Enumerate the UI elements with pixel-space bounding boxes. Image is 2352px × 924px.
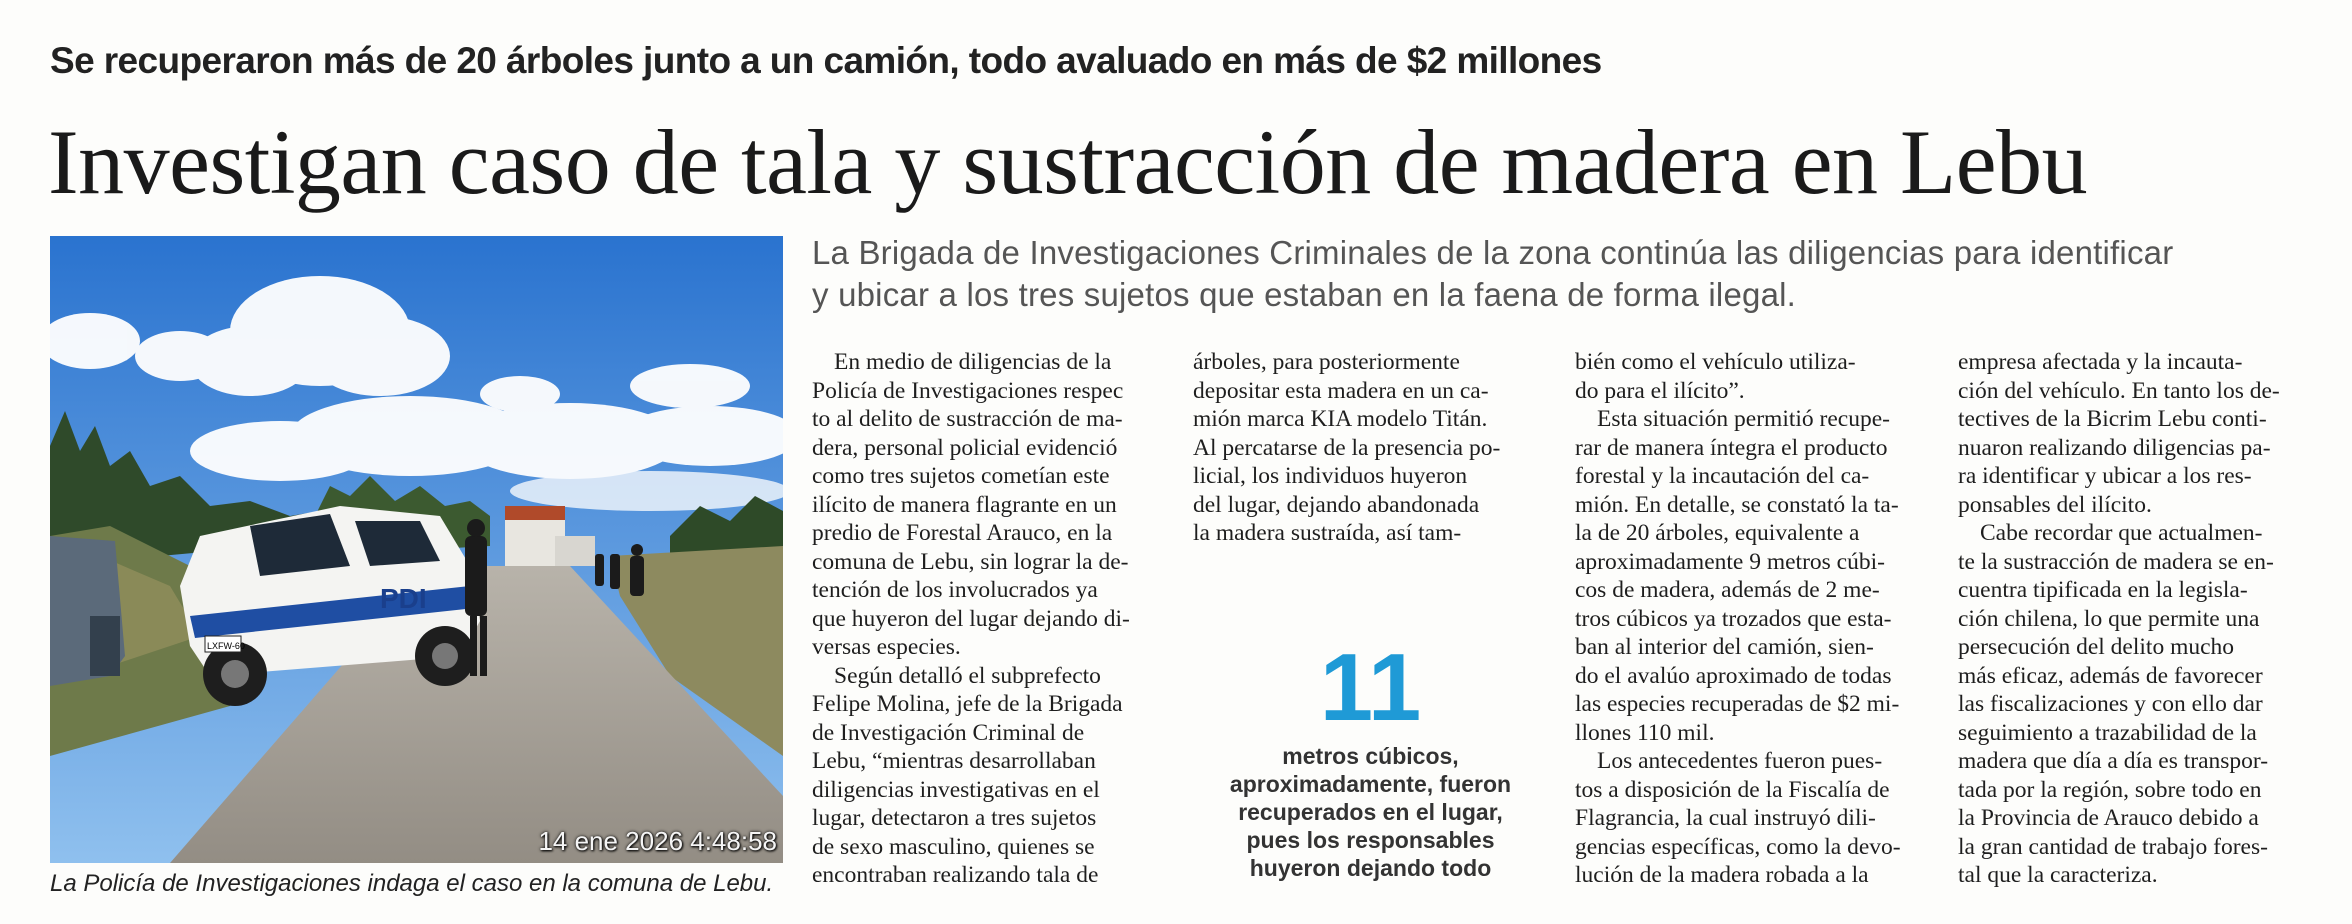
text-line: ilícito de manera flagrante en un [812, 491, 1117, 518]
text-line: tención de los involucrados ya [812, 577, 1098, 603]
text-line: to al delito de sustracción de ma- [812, 406, 1123, 432]
text-line: rar de manera íntegra el producto [1575, 434, 1888, 461]
article-column-3 [1575, 348, 1930, 890]
text-line: Flagrancia, la cual instruyó dili- [1575, 805, 1876, 831]
quote-line: aproximadamente, fueron [1229, 771, 1512, 797]
text-line: dera, personal policial evidenció [812, 434, 1118, 461]
article-column-4 [1958, 348, 2318, 890]
article-column-1 [812, 348, 1167, 890]
text-line: árboles, para posteriormente [1193, 349, 1460, 375]
text-line: forestal y la incautación del ca- [1575, 463, 1870, 489]
text-line: Felipe Molina, jefe de la Brigada [812, 691, 1123, 717]
text-line: predio de Forestal Arauco, en la [812, 520, 1113, 546]
plate-text: LXFW-60 [207, 641, 245, 651]
text-line: diligencias investigativas en el [812, 776, 1100, 803]
news-photo [50, 236, 783, 863]
lead-paragraph [812, 232, 2342, 316]
text-line: de Investigación Criminal de [812, 719, 1085, 746]
text-line: versas especies. [812, 634, 961, 660]
text-line: Según detalló el subprefecto [834, 662, 1101, 689]
highlight-number: 11 [1319, 634, 1422, 741]
text-line: la Provincia de Arauco debido a [1958, 805, 2259, 831]
quote-line: recuperados en el lugar, [1238, 799, 1503, 825]
text-line: de sexo masculino, quienes se [812, 833, 1095, 860]
text-line: como tres sujetos cometían este [812, 463, 1110, 489]
text-line: aproximadamente 9 metros cúbi- [1575, 548, 1885, 575]
text-line: Lebu, “mientras desarrollaban [812, 748, 1096, 774]
text-line: ban al interior del camión, sien- [1575, 634, 1874, 660]
text-line: tos a disposición de la Fiscalía de [1575, 776, 1890, 803]
text-line: bién como el vehículo utiliza- [1575, 349, 1856, 375]
text-line: seguimiento a trazabilidad de la [1958, 719, 2257, 746]
text-line: cos de madera, además de 2 me- [1575, 577, 1880, 603]
text-line: tada por la región, sobre todo en [1958, 776, 2262, 803]
text-line: tectives de la Bicrim Lebu conti- [1958, 406, 2267, 432]
text-line: nuaron realizando diligencias pa- [1958, 434, 2271, 461]
photo-caption: La Policía de Investigaciones indaga el caso en la comuna de Lebu. [50, 870, 774, 897]
text-line: las fiscalizaciones y con ello dar [1958, 691, 2263, 717]
text-line: comuna de Lebu, sin lograr la de- [812, 548, 1129, 575]
text-line: del lugar, dejando abandonada [1193, 491, 1480, 518]
photo-timestamp: 14 ene 2026 4:48:58 [538, 826, 777, 856]
article-column-2 [1193, 348, 1548, 548]
headline: Investigan caso de tala y sustracción de madera en Lebu [48, 111, 2088, 213]
text-line: licial, los individuos huyeron [1193, 463, 1468, 489]
text-line: Al percatarse de la presencia po- [1193, 434, 1501, 461]
lead-line: y ubicar a los tres sujetos que estaban en la faena de forma ilegal. [812, 276, 1797, 313]
text-line: la madera sustraída, así tam- [1193, 520, 1462, 546]
text-line: lugar, detectaron a tres sujetos [812, 805, 1097, 831]
text-line: do para el ilícito”. [1575, 377, 1745, 404]
text-line: empresa afectada y la incauta- [1958, 349, 2243, 375]
text-line: la gran cantidad de trabajo fores- [1958, 833, 2268, 860]
text-line: lución de la madera robada a la [1575, 862, 1869, 888]
text-line: do el avalúo aproximado de todas [1575, 662, 1892, 689]
lead-line: La Brigada de Investigaciones Criminales de la zona continúa las diligencias para identificar [812, 234, 2174, 271]
text-line: En medio de diligencias de la [834, 349, 1112, 375]
text-line: más eficaz, además de favorecer [1958, 662, 2263, 689]
text-line: mión marca KIA modelo Titán. [1193, 406, 1488, 432]
text-line: tros cúbicos ya trozados que esta- [1575, 605, 1892, 632]
text-line: ción chilena, lo que permite una [1958, 605, 2260, 632]
text-line: te la sustracción de madera se en- [1958, 548, 2274, 575]
text-line: llones 110 mil. [1575, 719, 1715, 746]
kicker: Se recuperaron más de 20 árboles junto a un camión, todo avaluado en más de $2 millones [50, 40, 1602, 81]
text-line: ra identificar y ubicar a los res- [1958, 463, 2252, 489]
text-line: Policía de Investigaciones respec [812, 377, 1124, 404]
text-line: la de 20 árboles, equivalente a [1575, 520, 1860, 546]
text-line: gencias específicas, como la devo- [1575, 833, 1901, 860]
text-line: las especies recuperadas de $2 mi- [1575, 691, 1900, 717]
vehicle-label: PDI [380, 583, 427, 614]
quote-line: pues los responsables [1246, 827, 1495, 853]
highlight-quote [1193, 742, 1548, 882]
text-line: madera que día a día es transpor- [1958, 748, 2269, 774]
text-line: Cabe recordar que actualmen- [1980, 520, 2263, 546]
quote-line: metros cúbicos, [1282, 743, 1459, 769]
text-line: persecución del delito mucho [1958, 634, 2235, 660]
text-line: tal que la caracteriza. [1958, 862, 2158, 888]
text-line: Esta situación permitió recupe- [1597, 406, 1890, 432]
text-line: ponsables del ilícito. [1958, 491, 2152, 518]
text-line: mión. En detalle, se constató la ta- [1575, 491, 1899, 518]
text-line: cuentra tipificada en la legisla- [1958, 577, 2248, 603]
text-line: Los antecedentes fueron pues- [1597, 748, 1883, 774]
text-line: que huyeron del lugar dejando di- [812, 605, 1130, 632]
photo-illustration [50, 236, 783, 863]
quote-line: huyeron dejando todo [1249, 855, 1492, 881]
text-line: depositar esta madera en un ca- [1193, 377, 1489, 404]
text-line: encontraban realizando tala de [812, 862, 1099, 888]
text-line: ción del vehículo. En tanto los de- [1958, 377, 2280, 404]
